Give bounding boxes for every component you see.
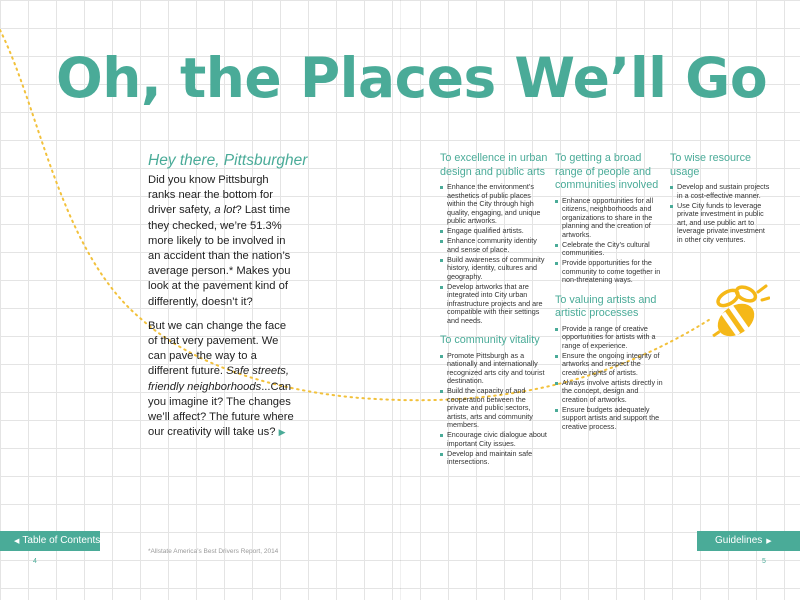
list-item: Enhance opportunities for all citizens, neighborhoods and organizations to share in the planning and the creation of artworks. — [555, 197, 663, 240]
table-of-contents-tab[interactable] — [0, 531, 100, 551]
goal-list-resources — [670, 183, 770, 244]
list-item: Develop and maintain safe intersections. — [440, 450, 548, 467]
goal-heading-vitality: To community vitality — [440, 334, 540, 346]
list-item: Always involve artists directly in the concept, design and creation of artworks. — [555, 379, 663, 405]
goal-heading-artists: To valuing artists and artistic processes — [555, 293, 657, 319]
list-item: Provide a range of creative opportunities for artists with a range of experience. — [555, 325, 663, 351]
goal-heading-excellence: To excellence in urban design and public arts — [440, 152, 548, 178]
guidelines-tab[interactable] — [697, 531, 800, 551]
list-item: Build awareness of community history, identity, cultures and geography. — [440, 256, 548, 282]
goal-list-vitality — [440, 352, 548, 467]
list-item: Encourage civic dialogue about important City issues. — [440, 431, 548, 448]
list-item: Ensure budgets adequately support artists and support the creative process. — [555, 406, 663, 432]
list-item: Provide opportunities for the community to come together in non-threatening ways. — [555, 259, 663, 285]
triangle-right-icon: ▶ — [278, 427, 286, 438]
list-item: Promote Pittsburgh as a nationally and internationally recognized arts city and tourist destination. — [440, 352, 548, 386]
triangle-left-icon: ◀ — [14, 538, 20, 545]
goal-heading-range: To getting a broad range of people and communities involved — [555, 152, 659, 191]
list-item: Develop and sustain projects in a cost-effective manner. — [670, 183, 770, 200]
intro-heading: Hey there, Pittsburgher — [148, 152, 308, 169]
list-item: Ensure the ongoing integrity of artworks and respect the creative rights of artists. — [555, 352, 663, 378]
tab-label: Guidelines — [715, 535, 763, 546]
list-item: Develop artworks that are integrated into City urban infrastructure projects and are compatible with their settings and needs. — [440, 283, 548, 326]
list-item: Celebrate the City’s cultural communities. — [555, 241, 663, 258]
goal-list-range — [555, 197, 663, 285]
list-item: Use City funds to leverage private investment in public art, and use public art to leverage private investment in other city ventures. — [670, 202, 770, 245]
page-title: Oh, the Places We’ll Go — [56, 46, 768, 110]
goals-column-1 — [440, 152, 548, 476]
page-number-left: 4 — [33, 558, 37, 565]
intro-paragraph-1: Did you know Pittsburgh ranks near the bottom for driver safety, a lot? Last time they checked, we’re 51.3% more likely to be involved in an accident than the nation’s average person.* Makes you look at the pavement kind of differently, doesn’t it? — [148, 174, 291, 308]
goal-list-artists — [555, 325, 663, 432]
tab-label: Table of Contents — [22, 535, 101, 546]
page-number-right: 5 — [762, 558, 766, 565]
bee-icon — [706, 284, 770, 344]
goal-list-excellence — [440, 183, 548, 325]
goals-column-3 — [670, 152, 770, 253]
goal-heading-resources: To wise resource usage — [670, 152, 752, 178]
list-item: Engage qualified artists. — [440, 227, 548, 236]
goals-column-2 — [555, 152, 663, 440]
intro-paragraph-2: But we can change the face of that very pavement. We can pave the way to a different future. Safe streets, friendly neighborhoods...Can you imagine it? The changes we’ll affect? The future where our creativity will take us? ▶ — [148, 319, 294, 439]
footnote: *Allstate America’s Best Drivers Report, 2014 — [148, 548, 279, 555]
list-item: Enhance the environment’s aesthetics of public places within the City through high quality, engaging, and unique public artworks. — [440, 183, 548, 226]
triangle-right-icon: ▶ — [766, 538, 772, 545]
list-item: Build the capacity of and cooperation between the private and public sectors, artists, arts and community members. — [440, 387, 548, 430]
list-item: Enhance community identity and sense of place. — [440, 237, 548, 254]
intro-section — [148, 152, 308, 449]
